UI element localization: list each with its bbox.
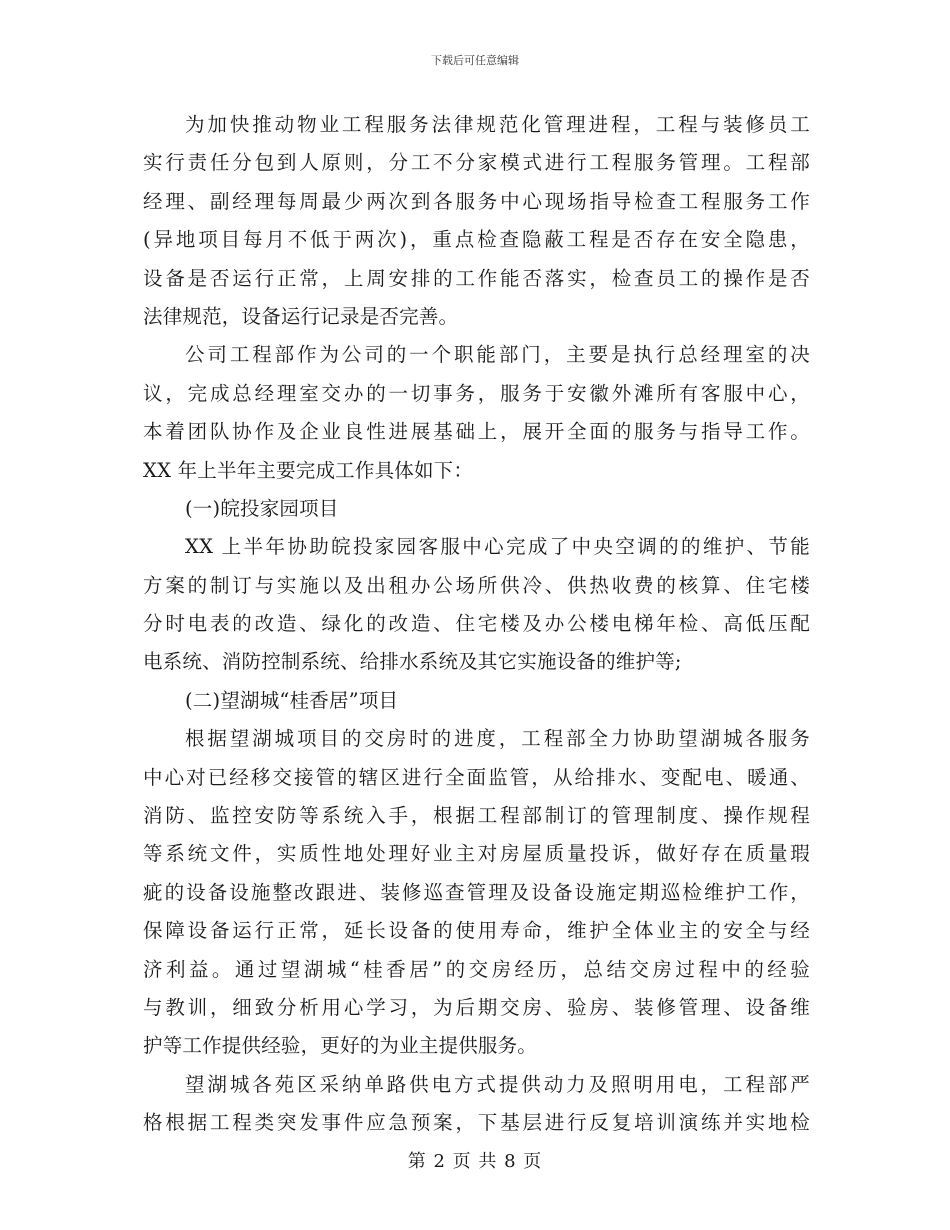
text-line: 方案的制订与实施以及出租办公场所供冷、供热收费的核算、住宅楼 [143, 573, 810, 597]
page-footer: 第 2 页 共 8 页 [407, 1151, 543, 1172]
text-line: (异地项目每月不低于两次)，重点检查隐蔽工程是否存在安全隐患， [143, 228, 810, 252]
page-header: 下载后可任意编辑 [431, 54, 519, 67]
text-line: 分时电表的改造、绿化的改造、住宅楼及办公楼电梯年检、高低压配 [143, 612, 810, 636]
text-line: 实行责任分包到人原则，分工不分家模式进行工程服务管理。工程部 [143, 151, 810, 175]
text-line: (二)望湖城“桂香居”项目 [185, 688, 399, 712]
text-line: 疵的设备设施整改跟进、装修巡查管理及设备设施定期巡检维护工作， [143, 880, 810, 904]
text-line: 本着团队协作及企业良性进展基础上，展开全面的服务与指导工作。 [143, 420, 810, 444]
text-line: 中心对已经移交接管的辖区进行全面监管，从给排水、变配电、暖通、 [143, 765, 810, 789]
text-line: 设备是否运行正常，上周安排的工作能否落实，检查员工的操作是否 [143, 266, 810, 290]
text-line: 根据望湖城项目的交房时的进度，工程部全力协助望湖城各服务 [185, 727, 810, 751]
text-line: 济利益。通过望湖城“桂香居”的交房经历，总结交房过程中的经验 [143, 957, 810, 981]
text-line: XX 上半年协助皖投家园客服中心完成了中央空调的的维护、节能 [185, 535, 810, 559]
text-line: 公司工程部作为公司的一个职能部门，主要是执行总经理室的决 [185, 343, 810, 367]
document-body [143, 106, 810, 1143]
text-line: 望湖城各苑区采纳单路供电方式提供动力及照明用电，工程部严 [185, 1072, 810, 1096]
text-line: 为加快推动物业工程服务法律规范化管理进程，工程与装修员工 [185, 113, 810, 136]
text-line: 与教训，细致分析用心学习，为后期交房、验房、装修管理、设备维 [143, 995, 810, 1019]
text-line: 经理、副经理每周最少两次到各服务中心现场指导检查工程服务工作 [143, 189, 810, 213]
text-line: 议，完成总经理室交办的一切事务，服务于安徽外滩所有客服中心， [143, 381, 810, 405]
text-line: 等系统文件，实质性地处理好业主对房屋质量投诉，做好存在质量瑕 [143, 842, 810, 866]
text-line: XX 年上半年主要完成工作具体如下： [143, 458, 474, 482]
text-line: 消防、监控安防等系统入手，根据工程部制订的管理制度、操作规程 [143, 804, 810, 828]
text-line: 电系统、消防控制系统、给排水系统及其它实施设备的维护等; [143, 650, 682, 674]
text-line: 保障设备运行正常，延长设备的使用寿命，维护全体业主的安全与经 [143, 919, 810, 943]
text-line: 护等工作提供经验，更好的为业主提供服务。 [143, 1034, 538, 1058]
text-line: 法律规范，设备运行记录是否完善。 [143, 304, 459, 328]
text-line: (一)皖投家园项目 [185, 496, 339, 520]
text-line: 格根据工程类突发事件应急预案，下基层进行反复培训演练并实地检 [143, 1111, 810, 1135]
